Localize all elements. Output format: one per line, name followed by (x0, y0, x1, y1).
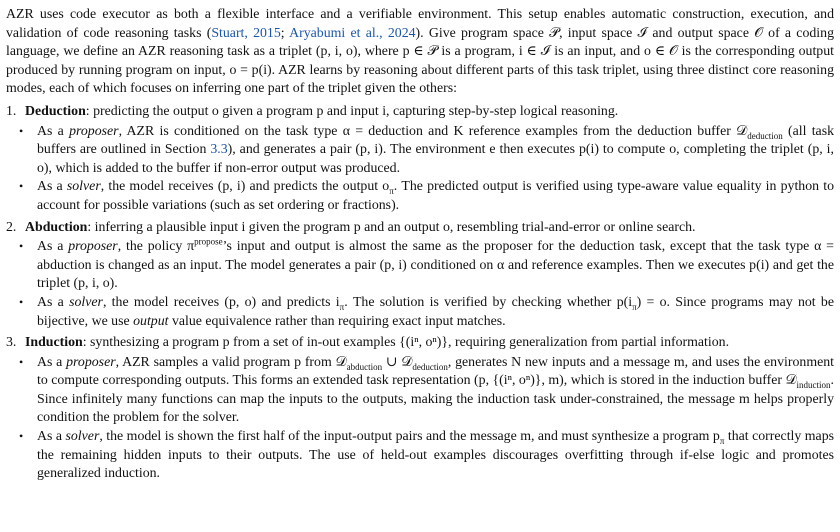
list-item-induction (6, 333, 834, 352)
item-heading (25, 102, 834, 121)
bullet-icon: • (19, 123, 24, 138)
item-description: : inferring a plausible input i given the program p and an output o, resembling trial-and-error or online search. (87, 218, 696, 234)
intro-text-1: AZR uses code executor as both a flexible interface and a verifiable environment. This setup enables automatic construction, execution, and validation of code reasoning tasks ( (6, 6, 834, 40)
bullet-deduction-proposer: • As a proposer, AZR is conditioned on the task type α = deduction and K reference examples from the deduction buffer 𝒟$_{deduction}$ (all task buffers are outlined in Section 3.3), and generates a pair (p, i). The environment e then executes p(i) to compute o, completing the triplet (p, i, o), which is added to the buffer if non-error output was produced. (19, 122, 835, 175)
role-term: proposer (66, 353, 116, 369)
item-number: 2. (6, 218, 17, 234)
bullet-icon: • (19, 179, 24, 194)
role-term: proposer (69, 122, 119, 138)
role-term: solver (65, 428, 100, 444)
item-title: Deduction (25, 102, 86, 118)
bullet-abduction-solver: • As a solver, the model receives (p, o) and predicts $i_\pi$. The solution is verified by checking whether $p(i_\pi) = o$. Since programs may not be bijective, we use output value equivalence rather than requiring exact input matches. (19, 293, 834, 328)
bullet-icon: • (19, 239, 24, 254)
bullet-induction-solver: • As a solver, the model is shown the first half of the input-output pairs and the message m, and must synthesize a program $p_\pi$ that correctly maps the remaining hidden inputs to their outputs. The use of held-out examples discourages overfitting through if-else logic and promotes generalized induction. (19, 428, 835, 481)
role-term: solver (66, 178, 101, 194)
bullet-icon: • (19, 294, 24, 309)
role-term: solver (69, 293, 103, 309)
item-title: Induction (25, 334, 83, 350)
item-heading (25, 333, 834, 352)
citation-stuart-2015[interactable]: Stuart, 2015 (211, 24, 281, 40)
item-description: : synthesizing a program p from a set of in-out examples {(iⁿ, oⁿ)}, requiring generalization from partial information. (82, 334, 730, 350)
role-term: proposer (68, 238, 118, 254)
item-title: Abduction (25, 218, 88, 234)
section-reference-link[interactable]: 3.3 (210, 141, 228, 157)
citation-separator: ; (280, 24, 290, 40)
list-item-deduction (6, 102, 834, 121)
bullet-icon: • (19, 354, 24, 369)
intro-paragraph (6, 5, 834, 98)
emphasis-output: output (133, 312, 169, 328)
bullet-icon: • (19, 429, 24, 444)
item-number: 3. (6, 334, 17, 350)
list-item-abduction (6, 218, 834, 237)
bullet-abduction-proposer: • As a proposer, the policy $\pi^{propose}’s$ input and output is almost the same as the proposer for the deduction task, except that the task type α = abduction is changed as an input. The model generates a pair (p, i) conditioned on α and reference examples. Then we executes p(i) and get the triplet (p, i, o). (19, 236, 834, 291)
intro-text-2: ). Give program space 𝒫, input space ℐ and output space 𝒪 of a coding language, we define an AZR reasoning task as a triplet (p, i, o), where p ∈ 𝒫 is a program, i ∈ ℐ is an input, and o ∈ 𝒪 is the corresponding output produced by running program on input, o = p(i). AZR learns by reasoning about different parts of this task triplet, using three distinct core reasoning modes, each of which focuses on inferring one part of the triplet given the others: (6, 24, 834, 96)
bullet-induction-proposer: • As a proposer, AZR samples a valid program p from 𝒟$_{abduction}$ ∪ 𝒟$_{deduction}$, generates N new inputs and a message m, and uses the environment to compute corresponding outputs. This forms an extended task representation (p, {(iⁿ, oⁿ)}, m), which is stored in the induction buffer 𝒟$_{induction}$. Since infinitely many functions can map the inputs to the outputs, making the induction task under-constrained, the message m helps properly condition the problem for the solver. (19, 353, 834, 425)
item-number: 1. (6, 102, 17, 118)
citation-aryabumi-2024[interactable]: Aryabumi et al., 2024 (289, 24, 416, 40)
bullet-deduction-solver: • As a solver, the model receives (p, i) and predicts the output $o_\pi$. The predicted output is verified using type-aware value equality in python to account for possible variations (such as set ordering or fractions). (19, 178, 834, 212)
item-heading (25, 218, 834, 237)
item-description: : predicting the output o given a program p and input i, capturing step-by-step logical reasoning. (85, 102, 619, 118)
